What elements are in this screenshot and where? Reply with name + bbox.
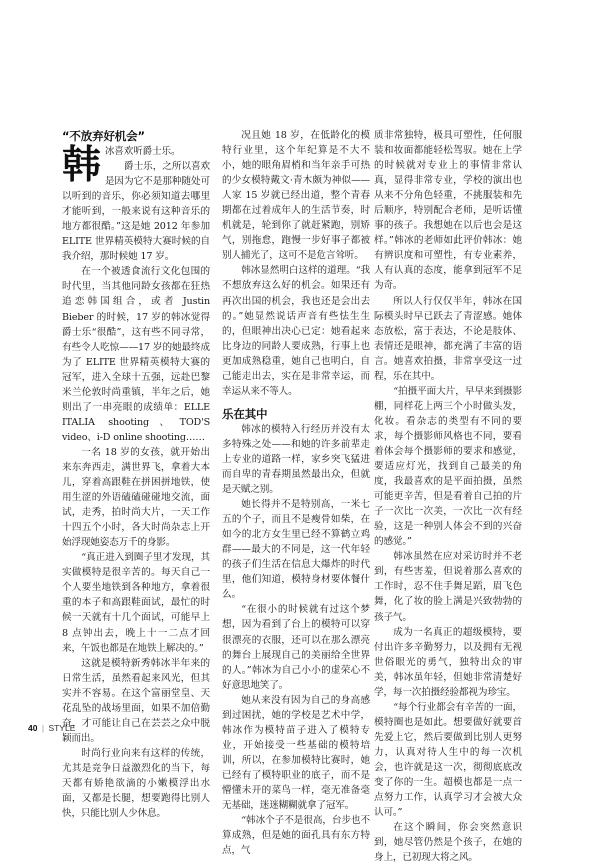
paragraph: 韩冰的模特入行经历并没有太多特殊之处——和她的许多前辈走上专业的道路一样，家乡突飞猛进而自卑的青春期虽然最出众，但就是天赋之别。 [222, 423, 370, 496]
section-heading-enjoy: 乐在其中 [222, 406, 268, 421]
paragraph: 她长得并不是特别高，一米七五的个子，而且不是瘦骨如柴，在如今的北方女生里已经不算鹤立鸡群——最大的不同是，这一代年轻的孩子们生活在信息大爆炸的时代里，他们知道，模特身材要体餐什么。 [222, 499, 370, 601]
paragraph: 她从来没有因为自己的身高感到过困扰，她的学校是艺术中学，韩冰作为模特苗子进入了模特专业，开始接受一些基础的模特培训，所以，在参加模特比赛时，她已经有了模特职业的底子，而不是懵懂未开的菜鸟一样，毫无准备毫无基础，迷迷糊糊就拿了冠军。 [222, 694, 370, 812]
paragraph: 这就是模特新秀韩冰半年来的日常生活，虽然看起来风光，但其实并不容易。在这个富丽堂皇、天花乱坠的战场里面，如果不加倍勤奋，才可能让自己在芸芸之众中脱颖而出。 [62, 657, 210, 744]
section-heading-no-give-up: “不放弃好机会” [62, 129, 145, 143]
page-footer [28, 723, 75, 733]
paragraph: 所以人行仅仅半年，韩冰在国际模头时早已跃去了青涩感。她体态放松，富于表达，不论是肢体、表情还是眼神，都充满了丰富的语言。她喜欢拍摄，非常享受这一过程，乐在其中。 [374, 295, 522, 382]
paragraph: “真正进入到圈子里才发现，其实做模特是很辛苦的。每天自己一个人要坐地铁到各种地方，拿着很重的本子和高跟鞋面试，最忙的时候一天就有十几个面试，可能早上 8 点钟出去，晚上十一二点才回来，午饭也都是在地铁上解决的。” [62, 552, 210, 654]
page-number: 40 [28, 723, 38, 733]
article-column-3 [374, 128, 522, 865]
lead-line: 冰喜欢听爵士乐。 [104, 146, 181, 157]
paragraph: 在一个被透食流行文化包围的时代里，当其他同龄女孩都在狂热追恋韩国组合，或者 Justin Bieber 的时候，17 岁的韩冰觉得爵士乐“很酷”，这有些不同寻常，有些令人吃惊——17 岁的她最终成为了 ELITE 世界精英模特大赛的冠军，进入全球十五强，远赴巴黎米兰伦敦时尚重镇，半年之后，她则出了一串亮眼的成绩单：ELLE ITALIA shooting、TOD'S video、i-D online shooting…… [62, 266, 210, 443]
section-spacer [222, 399, 370, 406]
paragraph: 一名 18 岁的女孩，就开始出来东奔西走，满世界飞，拿着大本儿，穿着高跟鞋在拼困拼地铁，使用生涩的外语磕磕碰碰地交流，面试，走秀，拍时尚大片，一天工作十四五个小时，各大时尚杂志上开始浮现她姿态万千的身影。 [62, 446, 210, 549]
paragraph: “每个行业都会有辛苦的一面，模特圈也是如此。想要做好就要首先爱上它，然后要做到比别人更努力，认真对待人生中的每一次机会，也许就是这一次，彻彻底底改变了你的一生。超模也都是一点一点努力工作，认真学习才会被大众认可。” [374, 701, 522, 819]
paragraph: 爵士乐，之所以喜欢是因为它不是那种随处可以听到的音乐，你必须知道去哪里才能听到，一般来说有这种音乐的地方都很酷。”这是她 2012 年参加 ELITE 世界精英模特大赛时候的自我介绍，那时候她 17 岁。 [62, 161, 210, 263]
paragraph: 成为一名真正的超级模特，要付出许多辛勤努力，以及拥有无视世俗眼光的勇气，独特出众的审美，韩冰虽年轻，但她非常清楚好学，每一次拍摄经验都视为珍宝。 [374, 626, 522, 698]
section-name: STYLE [48, 723, 76, 733]
paragraph: 质非常独特，极具可塑性，任何服装和妆面都能轻松驾驭。她在上学的时候就对专业上的事情非常认真，显得非常专业，学校的演出也从来不分角色轻重，不挑服装和先后顺序，特别配合老师，是听话懂事的孩子。我想她在以后也会是这样。”韩冰的老师如此评价韩冰：她有辨识度和可塑性，有专业素养，人有认真的态度，能拿到冠军不足为奇。 [374, 130, 522, 292]
paragraph: “拍摄平面大片，早早来到摄影棚，同样花上两三个小时做头发，化妆。看杂志的类型有不同的要求，每个摄影师风格也不同，要看着体会每个摄影师的要求和感觉，要适应灯光，找到自己最美的角度，我最喜欢的是平面拍摄，虽然可能更辛苦，但是看着自己拍的片子一次比一次美，一次比一次有经验，这是一种别人体会不到的兴奋的感觉。” [374, 385, 522, 548]
paragraph: 时尚行业向来有这样的传统，尤其是竞争日益激烈化的当下，每天都有娇艳欲滴的小嫩模浮出水面，又都是长腿，想要跑得比别人快，只能比别人少休息。 [62, 747, 210, 820]
paragraph: “在很小的时候就有过这个梦想，因为看到了台上的模特可以穿很漂亮的衣服，还可以在那么漂亮的舞台上展现自己的美丽给全世界的人。”韩冰为自己小小的虚荣心不好意思地笑了。 [222, 604, 370, 691]
article-column-1 [62, 128, 210, 821]
paragraph: “韩冰个子不是很高，台步也不算成熟，但是她的面孔具有东方特点，气 [222, 815, 370, 857]
drop-cap: 韩 [62, 143, 101, 188]
paragraph: 况且她 18 岁，在低龄化的模特行业里，这个年纪算是不大不小，她的眼角眉梢和当年亲手可热的少女模特戴文·青木颇为神似——人家 15 岁就已经出道，整个青春期都在过着成年人的生活节奏，时机就是，轮到你了就赶紧跑，别矫气，别拖怠，跑慢一步好事子都被别人捕光了，这可不是危言耸听。 [222, 130, 370, 262]
paragraph: 韩冰虽然在应对采访时并不老到，有些害羞，但说着那么喜欢的工作时，忍不住手舞足蹈，眉飞色舞，化了妆的脸上满是兴致勃勃的孩子气。 [374, 551, 522, 623]
article-column-2 [222, 128, 370, 858]
paragraph: 在这个瞬间，你会突然意识到，她尽管仍然是个孩子，在她的身上，已初现大将之风。 [374, 822, 522, 864]
footer-separator: | [41, 723, 45, 733]
paragraph: 韩冰显然明白这样的道理。“我不想放弃这么好的机会。如果还有再次出国的机会，我也还是会出去的。”她显然说话声音有些怯生生的，但眼神出决心已定：她看起来比身边的同龄人要成熟，行事上也更加成熟稳重，她自己也明白，自己能走出去，实在是非常幸运，而幸运从来不等人。 [222, 265, 370, 397]
opening-paragraph [62, 144, 210, 264]
